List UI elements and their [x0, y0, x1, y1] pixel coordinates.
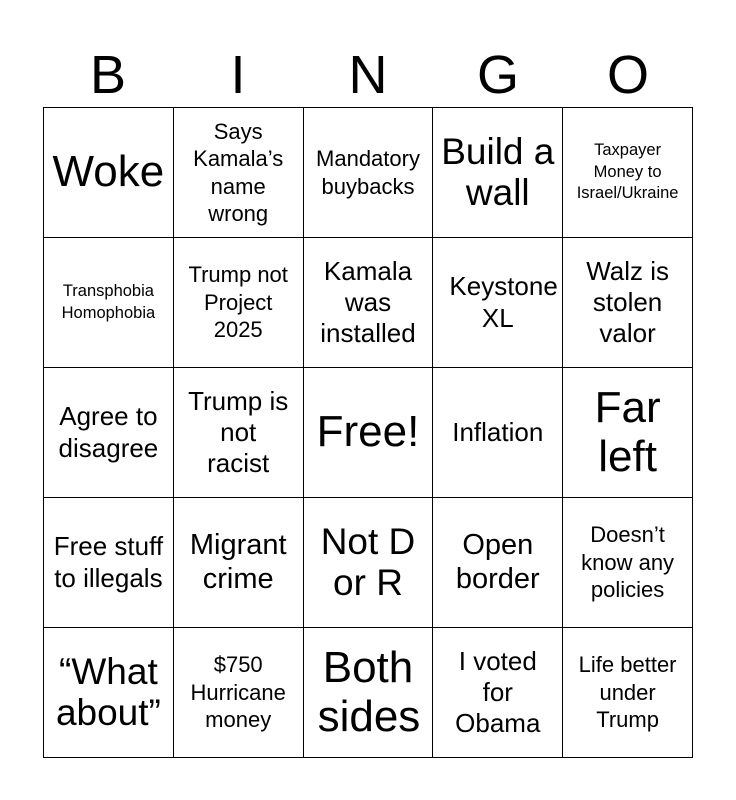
bingo-cell[interactable] — [44, 108, 174, 238]
header-letter-o: O — [606, 45, 649, 105]
cell-text: Build a wall — [441, 130, 555, 213]
bingo-cell[interactable] — [173, 108, 303, 238]
cell-text: Woke — [52, 147, 165, 197]
bingo-cell[interactable] — [173, 628, 303, 758]
cell-text: Walz is stolen valor — [586, 255, 669, 349]
bingo-cell[interactable] — [303, 628, 433, 758]
bingo-cell[interactable] — [303, 368, 433, 498]
bingo-cell[interactable] — [303, 108, 433, 238]
cell-text: Migrant crime — [189, 529, 287, 595]
cell-text: Keystone XL — [449, 271, 558, 333]
cell-text: $750 Hurricane money — [190, 652, 286, 733]
bingo-cell[interactable] — [44, 628, 174, 758]
cell-text: Taxpayer Money to Israel/Ukraine — [576, 141, 679, 203]
bingo-cell[interactable] — [173, 368, 303, 498]
cell-text: Doesn’t know any policies — [581, 522, 675, 603]
bingo-cell[interactable] — [303, 238, 433, 368]
bingo-cell[interactable] — [44, 368, 174, 498]
header-letter-n: N — [348, 45, 388, 105]
bingo-cell[interactable] — [173, 238, 303, 368]
bingo-cell[interactable] — [173, 498, 303, 628]
bingo-header — [43, 44, 693, 106]
cell-text: Open border — [455, 529, 540, 595]
bingo-row — [44, 108, 693, 238]
cell-text: Agree to disagree — [58, 401, 159, 463]
bingo-row — [44, 628, 693, 758]
bingo-cell[interactable] — [303, 498, 433, 628]
bingo-cell[interactable] — [563, 498, 693, 628]
cell-text: Trump is not racist — [188, 385, 289, 479]
bingo-cell[interactable] — [44, 498, 174, 628]
bingo-cell[interactable] — [433, 108, 563, 238]
bingo-row — [44, 498, 693, 628]
bingo-cell[interactable] — [433, 368, 563, 498]
cell-text: Inflation — [452, 416, 544, 447]
cell-text: Free stuff to illegals — [53, 531, 164, 593]
cell-text: Mandatory buybacks — [316, 146, 420, 199]
bingo-cell[interactable] — [44, 238, 174, 368]
cell-text: Life better under Trump — [578, 652, 677, 733]
cell-text: Says Kamala’s name wrong — [193, 118, 284, 226]
header-letter-i: I — [230, 45, 246, 105]
bingo-row — [44, 368, 693, 498]
cell-text: Kamala was installed — [320, 255, 416, 349]
bingo-cell[interactable] — [433, 498, 563, 628]
cell-text: I voted for Obama — [455, 645, 541, 739]
cell-text: Far left — [594, 383, 661, 481]
header-letter-b: B — [89, 45, 127, 105]
cell-text: Trump not Project 2025 — [188, 262, 288, 343]
cell-text: “What about” — [55, 650, 161, 733]
bingo-cell[interactable] — [563, 238, 693, 368]
cell-text: Both sides — [317, 643, 421, 741]
bingo-cell[interactable] — [433, 628, 563, 758]
bingo-cell[interactable] — [433, 238, 563, 368]
header-letter-g: G — [476, 45, 519, 105]
cell-text: Not D or R — [320, 520, 416, 603]
bingo-cell[interactable] — [563, 628, 693, 758]
bingo-card — [43, 107, 693, 758]
bingo-cell[interactable] — [563, 368, 693, 498]
bingo-row — [44, 238, 693, 368]
cell-text: Transphobia Homophobia — [61, 282, 156, 322]
cell-text: Free! — [316, 407, 420, 457]
bingo-cell[interactable] — [563, 108, 693, 238]
